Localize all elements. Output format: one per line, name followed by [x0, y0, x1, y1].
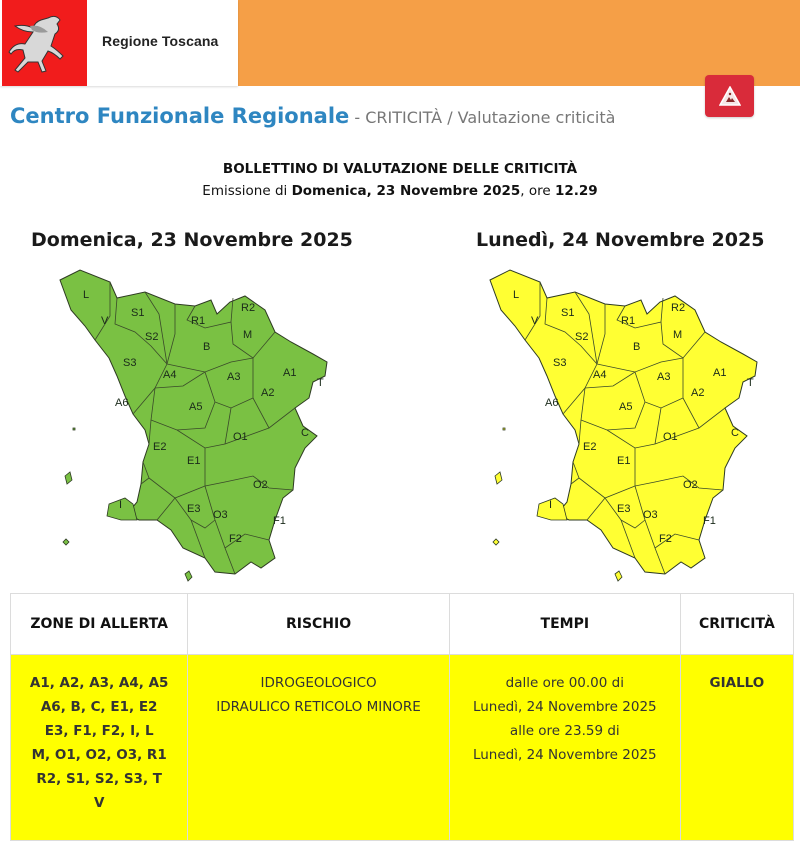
time-cell	[449, 655, 680, 841]
tuscany-map-svg	[55, 258, 335, 588]
alert-map-tomorrow[interactable]	[485, 258, 765, 593]
zone-label[interactable]: E1	[187, 455, 201, 467]
map-day-title: Domenica, 23 Novembre 2025	[31, 229, 353, 251]
zone-label[interactable]: M	[243, 329, 253, 341]
zone-label[interactable]: R1	[621, 315, 636, 327]
island-shape	[65, 472, 72, 484]
zone-label[interactable]: I	[549, 499, 553, 511]
zone-label[interactable]: E3	[617, 503, 631, 515]
brand-name: Regione Toscana	[102, 33, 219, 49]
alert-table	[10, 593, 794, 841]
island-shape	[495, 472, 502, 484]
zones-line: R2, S1, S2, S3, T	[36, 771, 162, 787]
emission-time: 12.29	[555, 183, 598, 199]
zone-label[interactable]: L	[83, 289, 90, 301]
zone-label[interactable]: R2	[671, 302, 686, 314]
zone-label[interactable]: A3	[227, 371, 241, 383]
zone-label[interactable]: S3	[123, 357, 137, 369]
zone-label[interactable]: A6	[115, 397, 129, 409]
bulletin-title: BOLLETTINO DI VALUTAZIONE DELLE CRITICITÀ	[222, 161, 578, 177]
zone-label[interactable]: O2	[683, 479, 698, 491]
zone-label[interactable]: S3	[553, 357, 567, 369]
risk-line: IDRAULICO RETICOLO MINORE	[216, 699, 421, 715]
table-row	[11, 655, 794, 841]
zone-label[interactable]: R2	[241, 302, 256, 314]
risk-line: IDROGEOLOGICO	[260, 675, 377, 691]
map-day-title: Lunedì, 24 Novembre 2025	[476, 229, 765, 251]
zone-label[interactable]: E3	[187, 503, 201, 515]
zone-label[interactable]: O1	[663, 431, 678, 443]
zone-label[interactable]: A5	[619, 401, 633, 413]
column-header: TEMPI	[449, 594, 680, 655]
zone-label[interactable]: T	[747, 377, 754, 389]
zone-label[interactable]: S1	[131, 307, 145, 319]
alert-map-today[interactable]	[55, 258, 335, 593]
pegasus-logo-icon	[2, 0, 87, 86]
island-shape	[63, 539, 69, 545]
time-line: alle ore 23.59 di	[509, 723, 620, 739]
zone-label[interactable]: A1	[713, 367, 727, 379]
zone-label[interactable]: B	[633, 341, 641, 353]
emission-line	[0, 183, 800, 199]
page-title	[10, 104, 615, 128]
emission-date: Domenica, 23 Novembre 2025	[291, 183, 521, 199]
zones-line: M, O1, O2, O3, R1	[31, 747, 167, 763]
breadcrumb: - CRITICITÀ / Valutazione criticità	[349, 108, 616, 127]
zones-line: A1, A2, A3, A4, A5	[29, 675, 169, 691]
zone-label[interactable]: O3	[213, 509, 228, 521]
zone-label[interactable]: B	[203, 341, 211, 353]
tuscany-map-svg	[485, 258, 765, 588]
zone-label[interactable]: F1	[703, 515, 716, 527]
zone-label[interactable]: S2	[145, 331, 159, 343]
zone-label[interactable]: S2	[575, 331, 589, 343]
zone-label[interactable]: E1	[617, 455, 631, 467]
zone-label[interactable]: A4	[163, 369, 177, 381]
zone-label[interactable]: A2	[691, 387, 705, 399]
alert-button[interactable]	[705, 75, 754, 117]
zone-label[interactable]: R1	[191, 315, 206, 327]
zones-line: A6, B, C, E1, E2	[40, 699, 158, 715]
zone-label[interactable]: V	[531, 315, 539, 327]
zone-label[interactable]: I	[119, 499, 123, 511]
zone-label[interactable]: V	[101, 315, 109, 327]
zone-label[interactable]: T	[317, 377, 324, 389]
island-shape	[615, 571, 622, 581]
column-header: CRITICITÀ	[680, 594, 793, 655]
zone-label[interactable]: A3	[657, 371, 671, 383]
table-header-row	[11, 594, 794, 655]
zone-label[interactable]: S1	[561, 307, 575, 319]
zone-label[interactable]: A4	[593, 369, 607, 381]
emission-mid: , ore	[520, 183, 555, 199]
time-line: Lunedì, 24 Novembre 2025	[472, 699, 657, 715]
warning-triangle-icon	[719, 86, 741, 106]
zone-label[interactable]: A5	[189, 401, 203, 413]
island-shape	[503, 428, 505, 430]
risk-cell	[188, 655, 449, 841]
zone-label[interactable]: O3	[643, 509, 658, 521]
island-shape	[73, 428, 75, 430]
zones-line: E3, F1, F2, I, L	[44, 723, 154, 739]
zones-cell	[11, 655, 188, 841]
zone-label[interactable]: C	[731, 427, 739, 439]
zone-label[interactable]: C	[301, 427, 309, 439]
page-title-main: Centro Funzionale Regionale	[10, 104, 350, 128]
column-header: ZONE DI ALLERTA	[11, 594, 188, 655]
zone-label[interactable]: L	[513, 289, 520, 301]
zone-label[interactable]: E2	[153, 441, 167, 453]
zone-label[interactable]: A6	[545, 397, 559, 409]
zone-label[interactable]: F1	[273, 515, 286, 527]
zone-label[interactable]: O2	[253, 479, 268, 491]
zones-line: V	[93, 795, 105, 811]
zone-label[interactable]: E2	[583, 441, 597, 453]
emission-prefix: Emissione di	[202, 183, 292, 199]
island-shape	[493, 539, 499, 545]
time-line: dalle ore 00.00 di	[505, 675, 624, 691]
island-shape	[185, 571, 192, 581]
zone-label[interactable]: M	[673, 329, 683, 341]
brand-logo[interactable]	[0, 0, 238, 86]
zone-label[interactable]: O1	[233, 431, 248, 443]
zone-label[interactable]: F2	[659, 533, 672, 545]
time-line: Lunedì, 24 Novembre 2025	[472, 747, 657, 763]
zone-label[interactable]: A2	[261, 387, 275, 399]
zone-label[interactable]: A1	[283, 367, 297, 379]
zone-label[interactable]: F2	[229, 533, 242, 545]
criticality-cell: GIALLO	[680, 655, 793, 841]
column-header: RISCHIO	[188, 594, 449, 655]
